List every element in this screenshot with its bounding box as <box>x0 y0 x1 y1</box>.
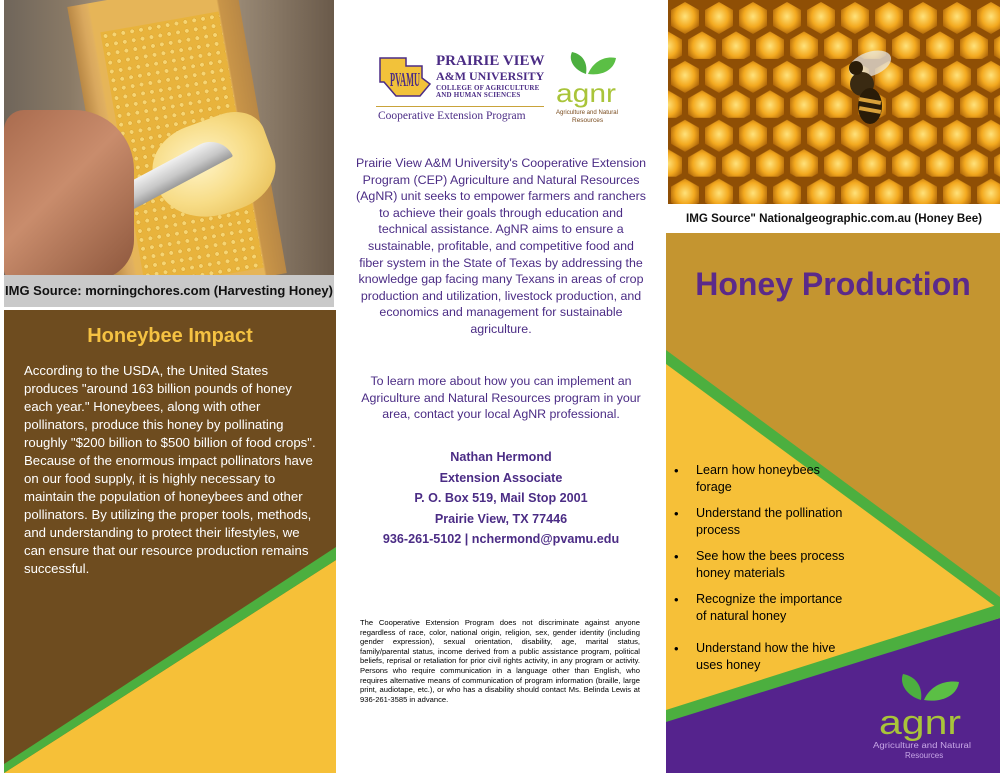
agnr-caption-line1: Agriculture and Natural <box>556 109 619 116</box>
agnr-logo-footer <box>871 670 976 762</box>
learning-objectives-list <box>674 462 854 674</box>
agnr-caption-line2: Resources <box>572 117 604 124</box>
objective-item: • Learn how honeybees forage <box>674 462 854 496</box>
college-line1: COLLEGE OF AGRICULTURE <box>436 84 540 92</box>
honey-production-title: Honey Production <box>695 266 971 302</box>
contact-city: Prairie View, TX 77446 <box>434 511 568 526</box>
left-image-caption: IMG Source: morningchores.com (Harvesting Honey) <box>4 275 334 307</box>
contact-name: Nathan Hermond <box>450 450 552 464</box>
cep-label: Cooperative Extension Program <box>378 110 526 122</box>
pvamu-logo <box>376 52 546 124</box>
leaf-icon <box>924 682 959 701</box>
pvamu-name-line2: A&M UNIVERSITY <box>436 69 545 83</box>
agnr-mark: agnr <box>556 78 617 108</box>
agnr-caption-line1: Agriculture and Natural <box>873 741 972 750</box>
middle-panel <box>336 0 666 773</box>
objective-item: • Understand the pollination process <box>674 505 854 539</box>
contact-title: Extension Associate <box>439 470 563 485</box>
logo-divider <box>376 106 544 107</box>
right-image-caption: IMG Source" Nationalgeographic.com.au (Honey Bee) <box>668 205 1000 233</box>
leaf-icon <box>902 674 921 700</box>
objective-item: • Understand how the hive uses honey <box>674 640 854 674</box>
pvamu-name <box>436 54 545 99</box>
intro-paragraph: Prairie View A&M University's Cooperative Extension Program (CEP) Agriculture and Natural Resources (AgNR) unit seeks to empower farmers and ranchers to achieve their goals through education and technical assistance. AgNR aims to ensure a sustainable, profitable, and competitive food and fiber system in the State of Texas by addressing the knowledge gap facing many Texans in areas of crop production and utilization, livestock production, and economics and management for sustainable agriculture. <box>356 156 646 336</box>
contact-phone-email[interactable]: 936-261-5102 | nchermond@pvamu.edu <box>382 532 620 546</box>
leaf-icon <box>588 58 616 75</box>
left-panel <box>0 0 336 773</box>
nondiscrimination-disclaimer: The Cooperative Extension Program does not discriminate against anyone regardless of race, color, national origin, religion, sex, gender identity (including gender expression), sexual orientation, disability, age, marital status, family/parental status, income derived from a public assistance program, political beliefs, reprisal or retaliation for prior civil rights activity, in any program or activity. Persons who require communication in a language other than English, who requires alternative means of communication of program information (braille, large print, audiotape, etc.), or who has a disability should contact Ms. Belinda Lewis at 936-261-3585 in advance. <box>360 618 640 704</box>
contact-address: P. O. Box 519, Mail Stop 2001 <box>414 491 588 505</box>
objective-item: • See how the bees process honey materials <box>674 548 854 582</box>
agnr-logo <box>552 48 622 124</box>
learn-more-paragraph: To learn more about how you can implement an Agriculture and Natural Resources program in your area, contact your local AgNR professional. <box>361 374 641 422</box>
college-line2: AND HUMAN SCIENCES <box>436 91 521 99</box>
right-panel <box>666 0 1000 773</box>
objective-item: • Recognize the importance of natural honey <box>674 591 854 625</box>
leaf-icon <box>571 52 587 74</box>
contact-block <box>356 447 646 550</box>
agnr-caption-line2: Resources <box>905 751 944 760</box>
agnr-mark: agnr <box>879 704 961 742</box>
svg-text:PVAMU: PVAMU <box>390 69 420 91</box>
pvamu-name-line1: PRAIRIE VIEW <box>436 53 545 69</box>
impact-title: Honeybee Impact <box>87 325 253 347</box>
pvamu-shield-icon <box>376 56 432 98</box>
impact-body: According to the USDA, the United States produces "around 163 billion pounds of honey each year." Honeybees, along with other pollinators, produce this honey by pollinating roughly "$200 billion to $500 billion of food crops". Because of the enormous impact pollinators have on our food supply, it is highly necessary to maintain the population of honeybees and other pollinators. By utilizing the proper tools, methods, and understanding to protect their lifestyles, we can ensure that our resource production remains successful. <box>24 363 316 576</box>
